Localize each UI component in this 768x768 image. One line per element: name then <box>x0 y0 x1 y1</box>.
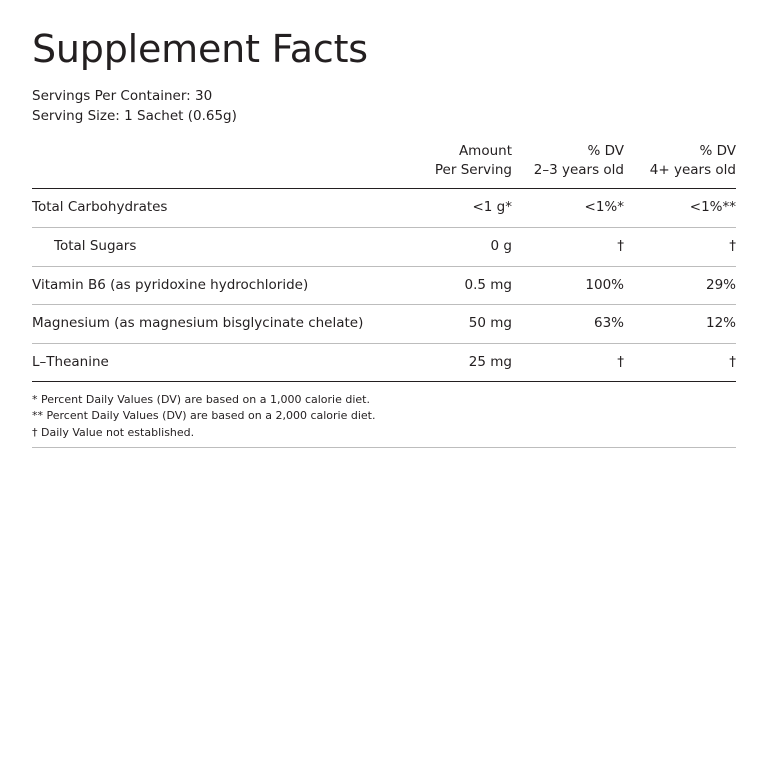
nutrient-amount: <1 g* <box>400 189 512 228</box>
serving-size: Serving Size: 1 Sachet (0.65g) <box>32 107 237 124</box>
nutrient-name: Vitamin B6 (as pyridoxine hydrochloride) <box>32 266 400 305</box>
footnote-dagger: † Daily Value not established. <box>32 425 195 439</box>
table-row <box>32 227 736 266</box>
nutrient-dv-2-3: <1%* <box>512 189 624 228</box>
nutrition-table <box>32 142 736 382</box>
nutrient-dv-2-3: 100% <box>512 266 624 305</box>
nutrient-amount: 50 mg <box>400 305 512 344</box>
nutrient-dv-4-plus: 12% <box>624 305 736 344</box>
nutrient-amount: 25 mg <box>400 343 512 382</box>
nutrient-dv-2-3: † <box>512 343 624 382</box>
column-header-amount-per-serving: Amount Per Serving <box>400 142 512 189</box>
nutrient-name: Total Sugars <box>32 227 400 266</box>
nutrient-dv-2-3: † <box>512 227 624 266</box>
serving-information <box>32 86 736 127</box>
footnotes <box>32 392 736 448</box>
servings-per-container: Servings Per Container: 30 <box>32 87 213 104</box>
nutrient-name: Total Carbohydrates <box>32 189 400 228</box>
nutrient-dv-4-plus: † <box>624 227 736 266</box>
table-row <box>32 305 736 344</box>
footnote-double-asterisk: ** Percent Daily Values (DV) are based on a 2,000 calorie diet. <box>32 409 376 423</box>
nutrient-name: L–Theanine <box>32 343 400 382</box>
page-title: Supplement Facts <box>32 27 368 71</box>
nutrient-amount: 0.5 mg <box>400 266 512 305</box>
nutrient-dv-4-plus: <1%** <box>624 189 736 228</box>
table-body <box>32 189 736 382</box>
footnote-single-asterisk: * Percent Daily Values (DV) are based on a 1,000 calorie diet. <box>32 393 370 407</box>
table-header <box>32 142 736 189</box>
table-row <box>32 266 736 305</box>
column-header-dv-4-plus-years: % DV 4+ years old <box>624 142 736 189</box>
nutrient-dv-4-plus: 29% <box>624 266 736 305</box>
column-header-dv-2-3-years: % DV 2–3 years old <box>512 142 624 189</box>
nutrient-amount: 0 g <box>400 227 512 266</box>
nutrient-dv-4-plus: † <box>624 343 736 382</box>
nutrient-name: Magnesium (as magnesium bisglycinate chelate) <box>32 305 400 344</box>
nutrient-dv-2-3: 63% <box>512 305 624 344</box>
table-row <box>32 343 736 382</box>
column-header-nutrient <box>32 142 400 189</box>
table-row <box>32 189 736 228</box>
